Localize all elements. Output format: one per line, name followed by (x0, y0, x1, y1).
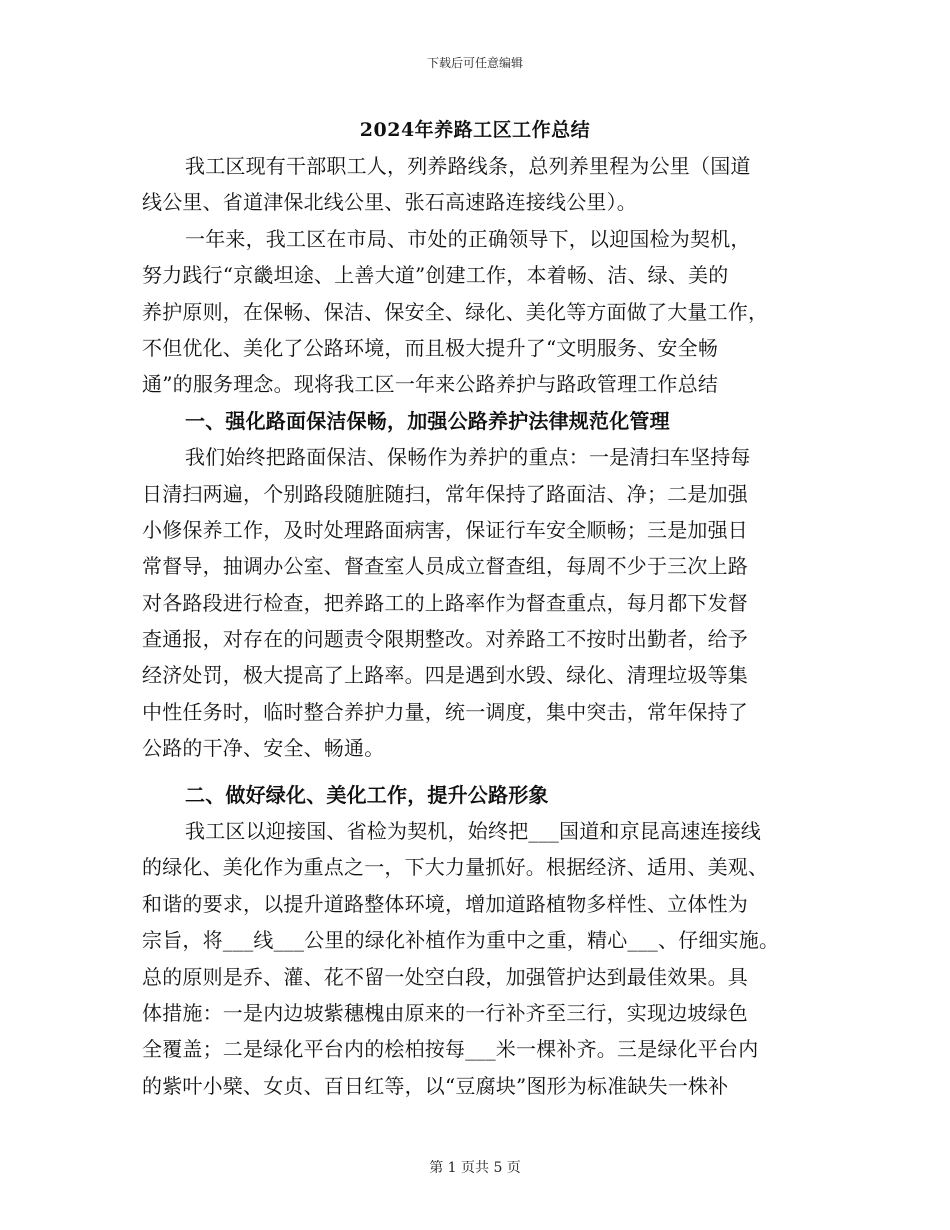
paragraph-line: 总的原则是乔、灌、花不留一处空白段，加强管护达到最佳效果。具 (142, 964, 748, 989)
document-body (142, 148, 810, 1104)
header-note: 下载后可任意编辑 (426, 56, 523, 70)
paragraph-line: 不但优化、美化了公路环境，而且极大提升了“文明服务、安全畅 (142, 335, 719, 360)
paragraph-line: 一年来，我工区在市局、市处的正确领导下，以迎国检为契机， (185, 226, 751, 251)
paragraph-line: 宗旨，将___线___公里的绿化补植作为重中之重，精心___、仔细实施。 (142, 928, 780, 953)
paragraph-line: 努力践行“京畿坦途、上善大道”创建工作，本着畅、洁、绿、美的 (142, 263, 729, 288)
paragraph-line: 养护原则，在保畅、保洁、保安全、绿化、美化等方面做了大量工作， (142, 299, 769, 324)
paragraph-line: 公路的干净、安全、畅通。 (142, 736, 385, 761)
paragraph-line: 日清扫两遍，个别路段随脏随扫，常年保持了路面洁、净；二是加强 (142, 481, 748, 506)
paragraph-line: 体措施：一是内边坡紫穗槐由原来的一行补齐至三行，实现边坡绿色 (142, 1000, 748, 1025)
paragraph-line: 的紫叶小檗、女贞、百日红等，以“豆腐块”图形为标准缺失一株补 (142, 1073, 729, 1098)
paragraph-line: 通”的服务理念。现将我工区一年来公路养护与路政管理工作总结 (142, 372, 719, 397)
section-heading: 一、强化路面保洁保畅，加强公路养护法律规范化管理 (185, 408, 670, 433)
paragraph-line: 中性任务时，临时整合养护力量，统一调度，集中突击，常年保持了 (142, 699, 748, 724)
paragraph-line: 对各路段进行检查，把养路工的上路率作为督查重点，每月都下发督 (142, 590, 748, 615)
paragraph-line: 和谐的要求，以提升道路整体环境，增加道路植物多样性、立体性为 (142, 891, 748, 916)
paragraph-line: 我们始终把路面保洁、保畅作为养护的重点：一是清扫车坚持每 (185, 445, 751, 470)
paragraph-spacer (142, 767, 810, 777)
paragraph-line: 查通报，对存在的问题责令限期整改。对养路工不按时出勤者，给予 (142, 627, 748, 652)
paragraph-line: 线公里、省道津保北线公里、张石高速路连接线公里）。 (142, 190, 637, 215)
paragraph-line: 我工区以迎接国、省检为契机，始终把___国道和京昆高速连接线 (185, 819, 761, 844)
page-number: 第 1 页共 5 页 (429, 1160, 521, 1176)
paragraph-line: 我工区现有干部职工人，列养路线条，总列养里程为公里（国道 (185, 154, 751, 178)
paragraph-line: 小修保养工作，及时处理路面病害，保证行车安全顺畅；三是加强日 (142, 517, 748, 542)
document-title: 2024年养路工区工作总结 (359, 119, 591, 141)
paragraph-line: 经济处罚，极大提高了上路率。四是遇到水毁、绿化、清理垃圾等集 (142, 663, 748, 688)
paragraph-line: 常督导，抽调办公室、督查室人员成立督查组，每周不少于三次上路 (142, 554, 748, 579)
section-heading: 二、做好绿化、美化工作，提升公路形象 (185, 782, 549, 807)
paragraph-line: 的绿化、美化作为重点之一，下大力量抓好。根据经济、适用、美观、 (142, 855, 769, 880)
paragraph-line: 全覆盖；二是绿化平台内的桧柏按每___米一棵补齐。三是绿化平台内 (142, 1037, 759, 1062)
